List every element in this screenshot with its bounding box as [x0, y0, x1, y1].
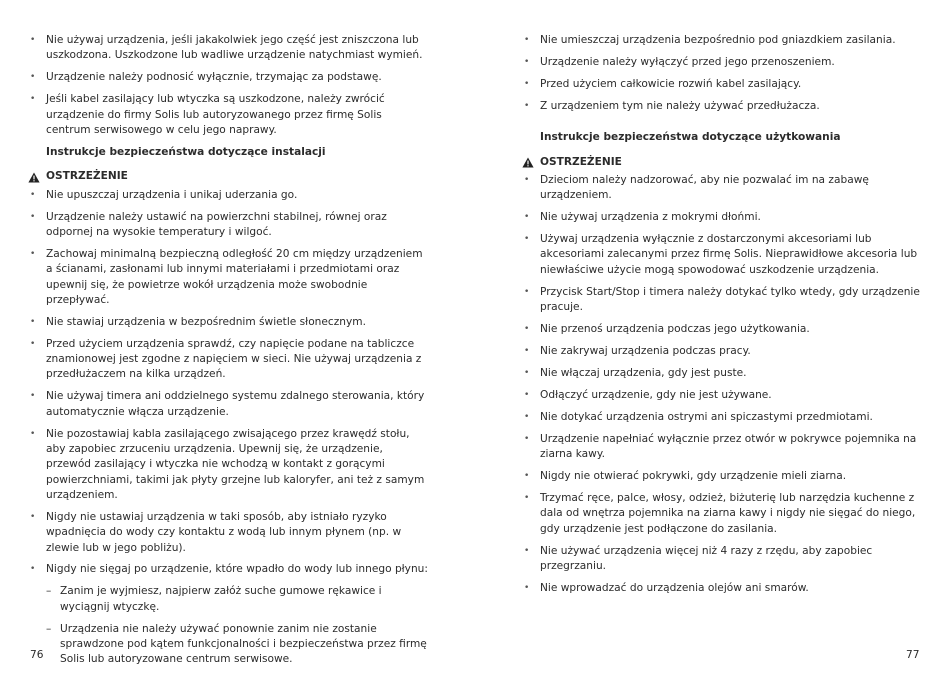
list-item: • Urządzenie należy podnosić wyłącznie, trzymając za podstawę. [28, 70, 428, 85]
right-top-list [522, 33, 922, 114]
list-item: • Nie wprowadzać do urządzenia olejów ani smarów. [522, 581, 922, 596]
list-item: • Trzymać ręce, palce, włosy, odzież, biżuterię lub narzędzia kuchenne z dala od wnętrza pojemnika na ziarna kawy i nigdy nie sięgać do niego, gdy urządzenie jest podłączone do zasilania. [522, 491, 922, 537]
section-heading-usage: Instrukcje bezpieczeństwa dotyczące użytkowania [540, 131, 841, 144]
list-item: • Nie używaj urządzenia, jeśli jakakolwiek jego część jest zniszczona lub uszkodzona. Uszkodzone lub wadliwe urządzenie natychmiast wymień. [28, 33, 428, 64]
warning-triangle-icon [28, 172, 40, 183]
page-number-left: 76 [30, 649, 44, 661]
list-item: • Nie umieszczaj urządzenia bezpośrednio pod gniazdkiem zasilania. [522, 33, 922, 48]
warning-triangle-icon [522, 157, 534, 168]
list-item: • Odłączyć urządzenie, gdy nie jest używane. [522, 388, 922, 403]
list-item: • Dzieciom należy nadzorować, aby nie pozwalać im na zabawę urządzeniem. [522, 173, 922, 204]
list-item: • Zachowaj minimalną bezpieczną odległość 20 cm między urządzeniem a ścianami, zasłonami lub innymi materiałami i przedmiotami oraz upewnij się, że powietrze wokół urządzenia może swobodnie przepływać. [28, 247, 428, 308]
right-page-column [522, 33, 922, 603]
left-page-column [28, 33, 428, 674]
list-item: • Z urządzeniem tym nie należy używać przedłużacza. [522, 99, 922, 114]
list-item: • Nie przenoś urządzenia podczas jego użytkowania. [522, 322, 922, 337]
list-item: • Przycisk Start/Stop i timera należy dotykać tylko wtedy, gdy urządzenie pracuje. [522, 285, 922, 316]
list-item: • Nie używaj timera ani oddzielnego systemu zdalnego sterowania, który automatycznie włącza urządzenie. [28, 389, 428, 420]
sub-list-item: – Urządzenia nie należy używać ponownie zanim nie zostanie sprawdzone pod kątem funkcjonalności i bezpieczeństwa przez firmę Solis lub autoryzowane centrum serwisowe. [28, 622, 428, 668]
list-item: • Nie pozostawiaj kabla zasilającego zwisającego przez krawędź stołu, aby zapobiec zrzuceniu urządzenia. Upewnij się, że urządzenie, przewód zasilający i wtyczka nie wchodzą w kontakt z gorącymi powierzchniami, takimi jak płyty grzejne lub kaloryfer, ani też z samym urządzeniem. [28, 427, 428, 503]
warning-label [522, 155, 922, 170]
page-number-right: 77 [906, 649, 920, 661]
list-item: • Przed użyciem urządzenia sprawdź, czy napięcie podane na tabliczce znamionowej jest zgodne z napięciem w sieci. Nie używaj urządzenia z przedłużaczem na kilka urządzeń. [28, 337, 428, 383]
list-item: • Nigdy nie sięgaj po urządzenie, które wpadło do wody lub innego płynu: [28, 562, 428, 577]
list-item: • Urządzenie napełniać wyłącznie przez otwór w pokrywce pojemnika na ziarna kawy. [522, 432, 922, 463]
list-item: • Używaj urządzenia wyłącznie z dostarczonymi akcesoriami lub akcesoriami zalecanymi przez firmę Solis. Nieprawidłowe akcesoria lub niewłaściwe użycie mogą spowodować uszkodzenie urządzenia. [522, 232, 922, 278]
left-top-list [28, 33, 428, 138]
list-item: • Nie stawiaj urządzenia w bezpośrednim świetle słonecznym. [28, 315, 428, 330]
right-warning-list [522, 173, 922, 596]
left-warning-list [28, 188, 428, 668]
list-item: • Nie używaj urządzenia z mokrymi dłońmi. [522, 210, 922, 225]
list-item: • Nie używać urządzenia więcej niż 4 razy z rzędu, aby zapobiec przegrzaniu. [522, 544, 922, 575]
warning-text: OSTRZEŻENIE [540, 155, 622, 168]
sub-list-item: – Zanim je wyjmiesz, najpierw załóż suche gumowe rękawice i wyciągnij wtyczkę. [28, 584, 428, 615]
warning-text: OSTRZEŻENIE [46, 170, 128, 183]
section-heading-installation: Instrukcje bezpieczeństwa dotyczące instalacji [46, 146, 326, 159]
list-item: • Przed użyciem całkowicie rozwiń kabel zasilający. [522, 77, 922, 92]
list-item: • Urządzenie należy ustawić na powierzchni stabilnej, równej oraz odpornej na wysokie temperatury i wilgoć. [28, 210, 428, 241]
list-item: • Nie zakrywaj urządzenia podczas pracy. [522, 344, 922, 359]
list-item: • Urządzenie należy wyłączyć przed jego przenoszeniem. [522, 55, 922, 70]
list-item: • Nie włączaj urządzenia, gdy jest puste. [522, 366, 922, 381]
list-item: • Nie upuszczaj urządzenia i unikaj uderzania go. [28, 188, 428, 203]
list-item: • Nigdy nie otwierać pokrywki, gdy urządzenie mieli ziarna. [522, 469, 922, 484]
list-item: • Nie dotykać urządzenia ostrymi ani spiczastymi przedmiotami. [522, 410, 922, 425]
list-item: • Jeśli kabel zasilający lub wtyczka są uszkodzone, należy zwrócić urządzenie do firmy Solis lub autoryzowanego przez firmę Solis centrum serwisowego w celu jego naprawy. [28, 92, 428, 138]
warning-label [28, 169, 428, 184]
list-item: • Nigdy nie ustawiaj urządzenia w taki sposób, aby istniało ryzyko wpadnięcia do wody czy kontaktu z wodą lub innym płynem (np. w zlewie lub w jego pobliżu). [28, 510, 428, 556]
